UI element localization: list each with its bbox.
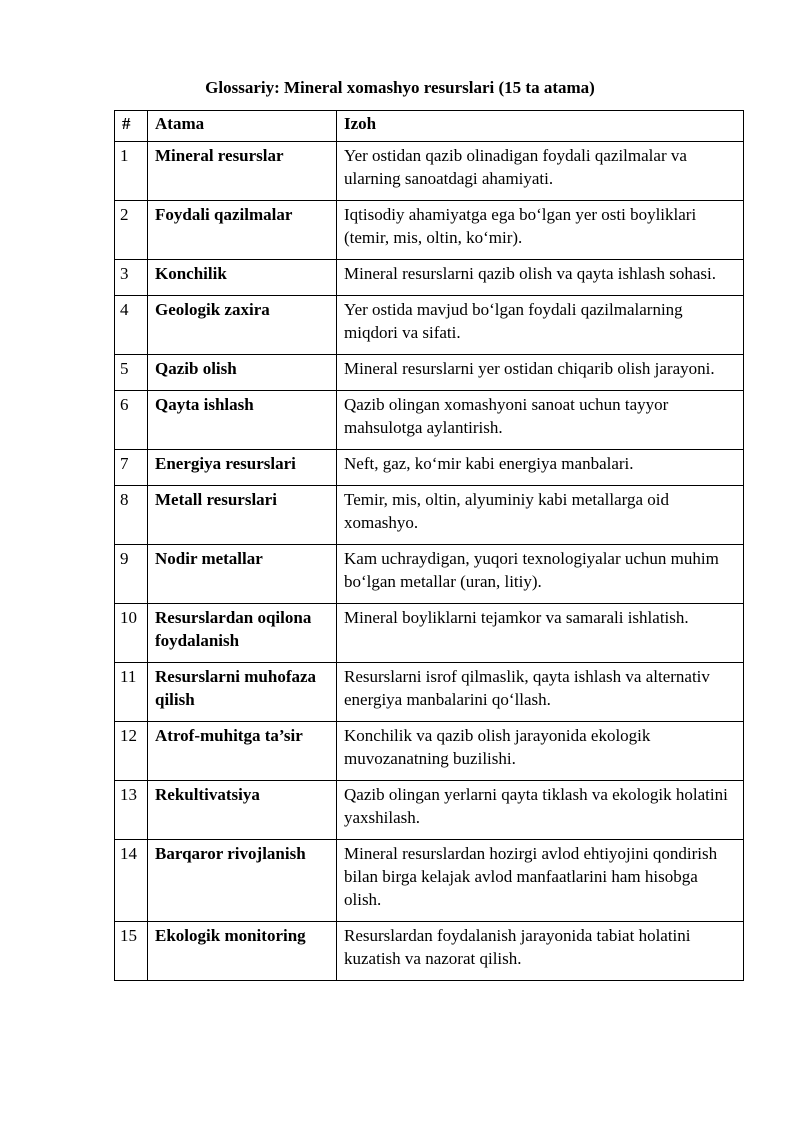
term-cell: Mineral resurslar	[148, 142, 337, 201]
term-cell: Atrof-muhitga ta’sir	[148, 722, 337, 781]
term-cell: Rekultivatsiya	[148, 781, 337, 840]
term-cell: Foydali qazilmalar	[148, 201, 337, 260]
glossary-body	[115, 142, 744, 981]
definition-cell: Temir, mis, oltin, alyuminiy kabi metallarga oid xomashyo.	[337, 486, 744, 545]
term-cell: Resurslardan oqilona foydalanish	[148, 604, 337, 663]
glossary-table	[114, 110, 744, 981]
page-title: Glossariy: Mineral xomashyo resurslari (15 ta atama)	[205, 78, 595, 97]
row-number: 3	[115, 260, 148, 296]
column-header-number: #	[115, 111, 148, 142]
term-cell: Barqaror rivojlanish	[148, 840, 337, 922]
column-header-definition: Izoh	[337, 111, 744, 142]
column-header-term: Atama	[148, 111, 337, 142]
definition-cell: Iqtisodiy ahamiyatga ega bo‘lgan yer osti boyliklari (temir, mis, oltin, ko‘mir).	[337, 201, 744, 260]
row-number: 12	[115, 722, 148, 781]
term-cell: Geologik zaxira	[148, 296, 337, 355]
term-cell: Qayta ishlash	[148, 391, 337, 450]
definition-cell: Qazib olingan yerlarni qayta tiklash va ekologik holatini yaxshilash.	[337, 781, 744, 840]
definition-cell: Yer ostida mavjud bo‘lgan foydali qazilmalarning miqdori va sifati.	[337, 296, 744, 355]
table-header-row	[115, 111, 744, 142]
table-row	[115, 201, 744, 260]
term-cell: Nodir metallar	[148, 545, 337, 604]
row-number: 8	[115, 486, 148, 545]
row-number: 13	[115, 781, 148, 840]
term-cell: Konchilik	[148, 260, 337, 296]
term-cell: Ekologik monitoring	[148, 922, 337, 981]
term-cell: Qazib olish	[148, 355, 337, 391]
row-number: 15	[115, 922, 148, 981]
table-row	[115, 922, 744, 981]
table-row	[115, 296, 744, 355]
table-row	[115, 391, 744, 450]
row-number: 11	[115, 663, 148, 722]
table-row	[115, 142, 744, 201]
row-number: 7	[115, 450, 148, 486]
row-number: 2	[115, 201, 148, 260]
row-number: 9	[115, 545, 148, 604]
row-number: 6	[115, 391, 148, 450]
term-cell: Metall resurslari	[148, 486, 337, 545]
table-row	[115, 604, 744, 663]
definition-cell: Mineral boyliklarni tejamkor va samarali ishlatish.	[337, 604, 744, 663]
row-number: 14	[115, 840, 148, 922]
row-number: 1	[115, 142, 148, 201]
table-row	[115, 781, 744, 840]
table-row	[115, 840, 744, 922]
row-number: 10	[115, 604, 148, 663]
definition-cell: Resurslardan foydalanish jarayonida tabiat holatini kuzatish va nazorat qilish.	[337, 922, 744, 981]
definition-cell: Mineral resurslardan hozirgi avlod ehtiyojini qondirish bilan birga kelajak avlod manfaatlarini ham hisobga olish.	[337, 840, 744, 922]
definition-cell: Yer ostidan qazib olinadigan foydali qazilmalar va ularning sanoatdagi ahamiyati.	[337, 142, 744, 201]
table-row	[115, 450, 744, 486]
term-cell: Energiya resurslari	[148, 450, 337, 486]
term-cell: Resurslarni muhofaza qilish	[148, 663, 337, 722]
table-row	[115, 355, 744, 391]
definition-cell: Mineral resurslarni yer ostidan chiqarib olish jarayoni.	[337, 355, 744, 391]
definition-cell: Mineral resurslarni qazib olish va qayta ishlash sohasi.	[337, 260, 744, 296]
table-row	[115, 486, 744, 545]
row-number: 5	[115, 355, 148, 391]
table-row	[115, 663, 744, 722]
definition-cell: Konchilik va qazib olish jarayonida ekologik muvozanatning buzilishi.	[337, 722, 744, 781]
definition-cell: Kam uchraydigan, yuqori texnologiyalar uchun muhim bo‘lgan metallar (uran, litiy).	[337, 545, 744, 604]
definition-cell: Qazib olingan xomashyoni sanoat uchun tayyor mahsulotga aylantirish.	[337, 391, 744, 450]
definition-cell: Neft, gaz, ko‘mir kabi energiya manbalari.	[337, 450, 744, 486]
table-row	[115, 545, 744, 604]
table-row	[115, 722, 744, 781]
row-number: 4	[115, 296, 148, 355]
table-row	[115, 260, 744, 296]
definition-cell: Resurslarni isrof qilmaslik, qayta ishlash va alternativ energiya manbalarini qo‘llash.	[337, 663, 744, 722]
